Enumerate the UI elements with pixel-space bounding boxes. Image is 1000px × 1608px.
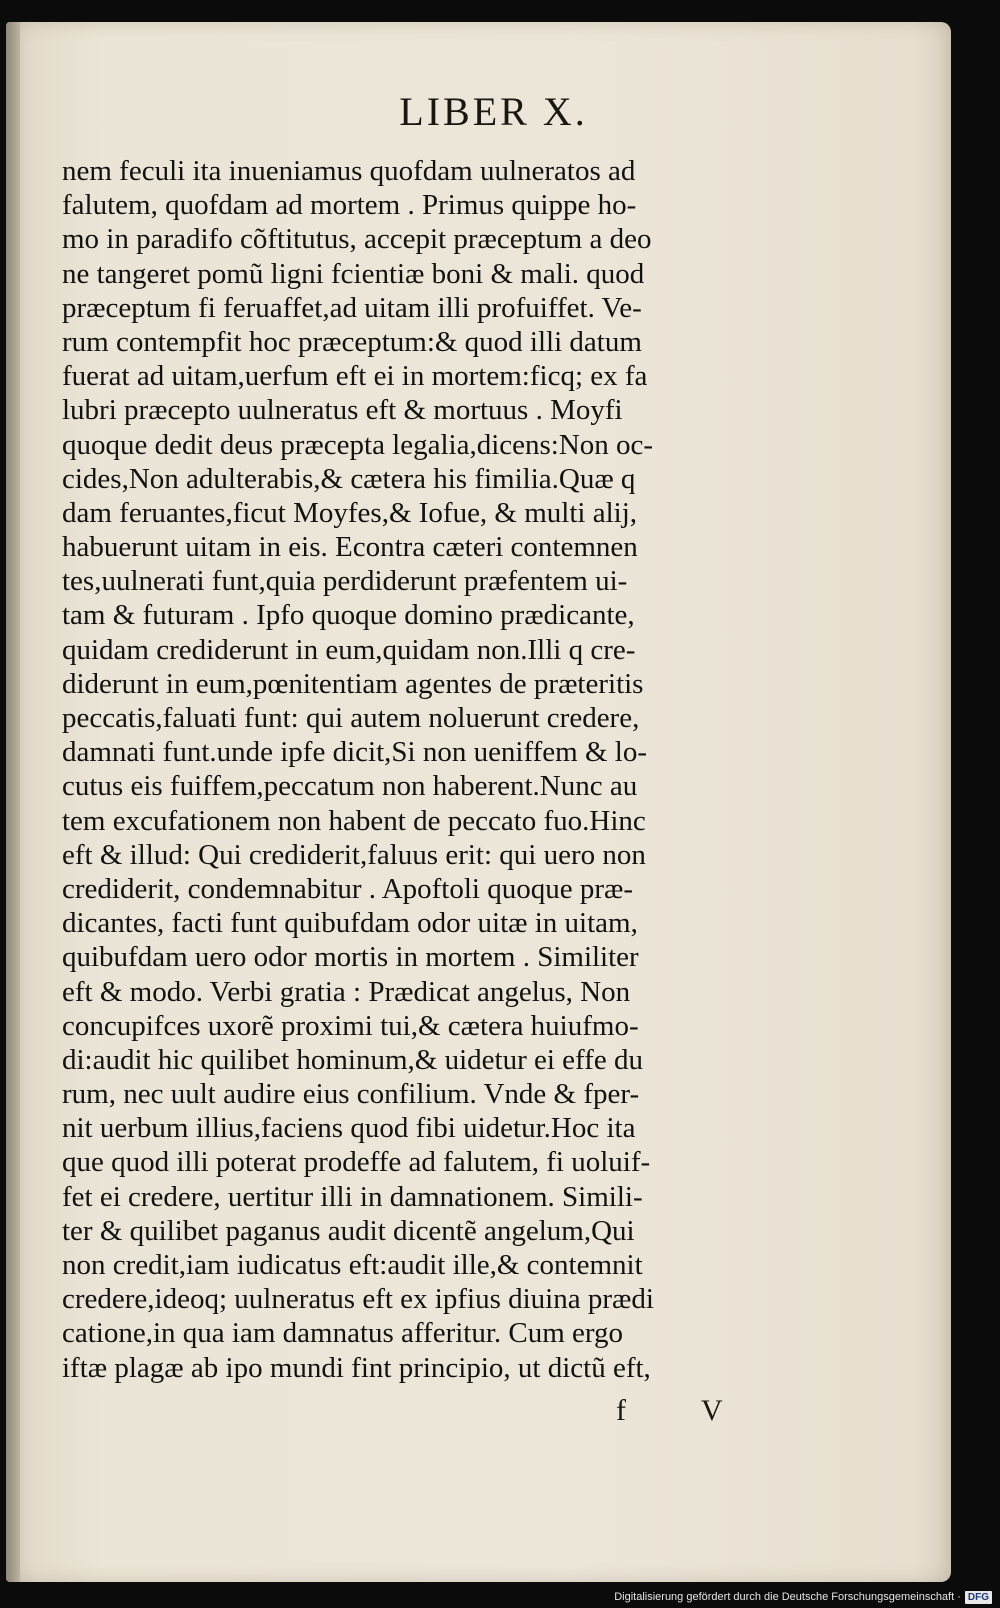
text-line: tam & futuram . Ipfo quoque domino prædicante, <box>62 599 635 632</box>
text-line: cides,Non adulterabis,& cætera his fimilia.Quæ q <box>62 462 636 495</box>
text-line: dicantes, facti funt quibufdam odor uitæ in uitam, <box>62 907 638 940</box>
text-line: lubri præcepto uulneratus eft & mortuus . Moyfi <box>62 394 623 427</box>
text-line: mo in paradifo cõftitutus, accepit præceptum a deo <box>62 223 652 256</box>
text-line: catione,in qua iam damnatus afferitur. Cum ergo <box>62 1317 624 1350</box>
book-page <box>6 22 951 1582</box>
text-line: que quod illi poterat prodeffe ad falutem, fi uoluif- <box>62 1146 651 1179</box>
text-line: tes,uulnerati funt,quia perdiderunt præfentem ui- <box>62 565 628 598</box>
running-head: LIBER X. <box>399 89 588 134</box>
footer-text: Digitalisierung gefördert durch die Deutsche Forschungsgemeinschaft · <box>614 1591 961 1603</box>
page-gutter <box>6 22 20 1582</box>
text-line: nem feculi ita inueniamus quofdam uulneratos ad <box>62 155 636 187</box>
text-block <box>62 154 802 1385</box>
text-line: eft & illud: Qui crediderit,faluus erit: qui uero non <box>62 838 646 871</box>
text-line: rum, nec uult audire eius confilium. Vnde & fper- <box>62 1078 640 1111</box>
text-line: quidam crediderunt in eum,quidam non.Illi q cre- <box>62 633 636 666</box>
text-line: cutus eis fuiffem,peccatum non haberent.Nunc au <box>62 770 638 803</box>
text-line: concupifces uxorẽ proximi tui,& cætera huiufmo- <box>62 1009 639 1042</box>
dfg-logo: DFG <box>965 1591 992 1604</box>
text-line: præceptum fi feruaffet,ad uitam illi profuiffet. Ve- <box>62 291 642 324</box>
text-line: di:audit hic quilibet hominum,& uidetur ei effe du <box>62 1043 643 1076</box>
signature-mark: f V <box>616 1394 757 1427</box>
text-line: eft & modo. Verbi gratia : Prædicat angelus, Non <box>62 975 631 1008</box>
text-line: fet ei credere, uertitur illi in damnationem. Simili- <box>62 1180 643 1213</box>
text-line: falutem, quofdam ad mortem . Primus quippe ho- <box>62 189 637 222</box>
text-line: quoque dedit deus præcepta legalia,dicens:Non oc- <box>62 428 654 461</box>
text-line: quibufdam uero odor mortis in mortem . Similiter <box>62 941 639 974</box>
text-line: non credit,iam iudicatus eft:audit ille,& contemnit <box>62 1249 643 1281</box>
text-line: peccatis,faluati funt: qui autem noluerunt credere, <box>62 702 640 734</box>
text-line: habuerunt uitam in eis. Econtra cæteri contemnen <box>62 531 638 564</box>
text-line: ter & quilibet paganus audit dicentẽ angelum,Qui <box>62 1214 635 1247</box>
text-line: rum contempfit hoc præceptum:& quod illi datum <box>62 325 642 358</box>
text-line: fuerat ad uitam,uerfum eft ei in mortem:ficq; ex fa <box>62 360 648 393</box>
text-line: dam feruantes,ficut Moyfes,& Iofue, & multi alij, <box>62 496 638 529</box>
text-line: ne tangeret pomũ ligni fcientiæ boni & mali. quod <box>62 257 645 290</box>
text-line: nit uerbum illius,faciens quod fibi uidetur.Hoc ita <box>62 1112 636 1145</box>
text-line: tem excufationem non habent de peccato fuo.Hinc <box>62 804 646 837</box>
text-line: damnati funt.unde ipfe dicit,Si non ueniffem & lo- <box>62 736 647 769</box>
text-line: credere,ideoq; uulneratus eft ex ipfius diuina prædi <box>62 1283 654 1316</box>
text-line: iftæ plagæ ab ipo mundi fint principio, ut dictũ eft, <box>62 1351 651 1384</box>
text-line: crediderit, condemnabitur . Apoftoli quoque præ- <box>62 872 633 905</box>
digitization-footer <box>614 1588 992 1606</box>
text-line: diderunt in eum,pœnitentiam agentes de præteritis <box>62 667 644 700</box>
